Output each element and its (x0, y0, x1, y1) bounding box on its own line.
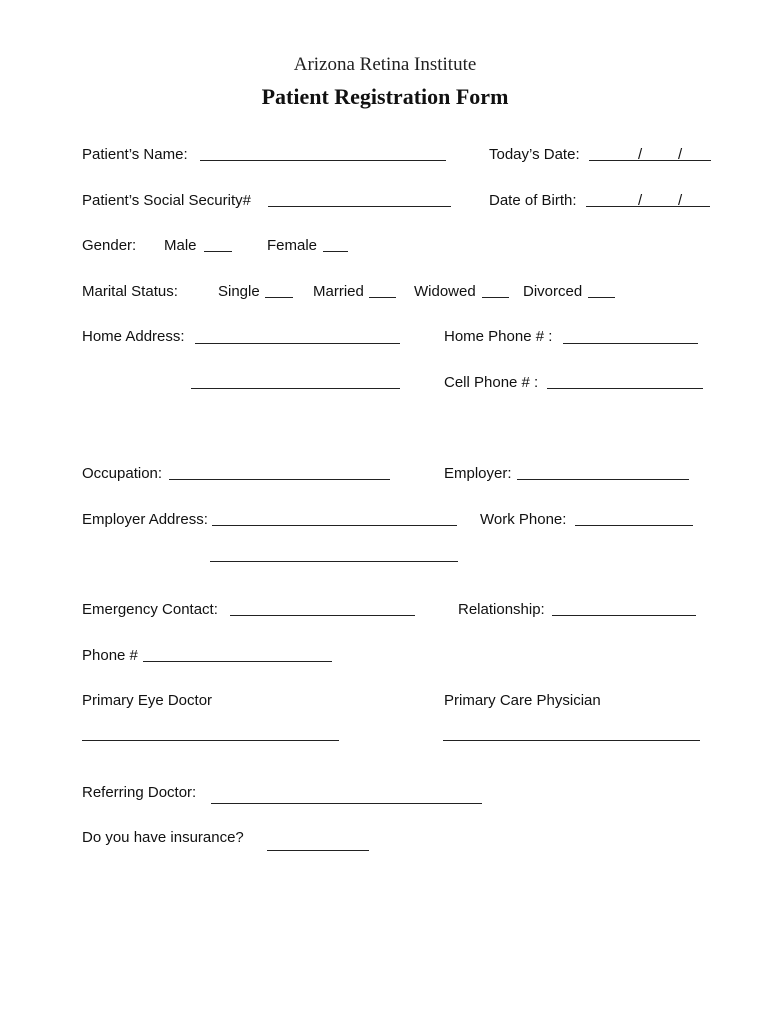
married-label: Married (313, 283, 364, 300)
emergency-contact-label: Emergency Contact: (82, 601, 218, 618)
date-separator: / (638, 146, 643, 163)
todays-date-label: Today’s Date: (489, 146, 580, 163)
primary-care-physician-label: Primary Care Physician (444, 692, 601, 709)
married-field[interactable] (369, 297, 396, 298)
home-phone-field[interactable] (563, 343, 698, 344)
occupation-label: Occupation: (82, 465, 163, 482)
male-label: Male (164, 237, 197, 254)
cell-phone-field[interactable] (547, 388, 703, 389)
single-field[interactable] (265, 297, 293, 298)
widowed-field[interactable] (482, 297, 509, 298)
employer-field[interactable] (517, 479, 689, 480)
divorced-field[interactable] (588, 297, 615, 298)
todays-date-field[interactable] (589, 160, 711, 161)
emergency-contact-field[interactable] (230, 615, 415, 616)
patient-name-label: Patient’s Name: (82, 146, 188, 163)
relationship-field[interactable] (552, 615, 696, 616)
ssn-label: Patient’s Social Security# (82, 192, 251, 209)
home-address-line2-field[interactable] (191, 388, 400, 389)
home-address-field[interactable] (195, 343, 400, 344)
ssn-field[interactable] (268, 206, 451, 207)
date-separator: / (638, 192, 643, 209)
female-label: Female (267, 237, 318, 254)
employer-address-field[interactable] (212, 525, 457, 526)
referring-doctor-field[interactable] (211, 803, 482, 804)
home-phone-label: Home Phone # : (444, 328, 553, 345)
occupation-field[interactable] (169, 479, 390, 480)
institute-name: Arizona Retina Institute (293, 54, 477, 75)
employer-label: Employer: (444, 465, 512, 482)
phone-label: Phone # (82, 647, 138, 664)
female-field[interactable] (323, 251, 348, 252)
work-phone-field[interactable] (575, 525, 693, 526)
widowed-label: Widowed (414, 283, 476, 300)
employer-address-label: Employer Address: (82, 511, 208, 528)
work-phone-label: Work Phone: (480, 511, 567, 528)
cell-phone-label: Cell Phone # : (444, 374, 539, 391)
date-separator: / (678, 192, 683, 209)
male-field[interactable] (204, 251, 232, 252)
patient-name-field[interactable] (200, 160, 446, 161)
primary-care-physician-field[interactable] (443, 740, 700, 741)
date-separator: / (678, 146, 683, 163)
employer-address-line2-field[interactable] (210, 561, 458, 562)
single-label: Single (218, 283, 260, 300)
home-address-label: Home Address: (82, 328, 185, 345)
insurance-label: Do you have insurance? (82, 829, 244, 846)
primary-eye-doctor-field[interactable] (82, 740, 339, 741)
dob-field[interactable] (586, 206, 710, 207)
form-title: Patient Registration Form (261, 84, 509, 109)
insurance-field[interactable] (267, 850, 369, 851)
divorced-label: Divorced (523, 283, 583, 300)
phone-field[interactable] (143, 661, 332, 662)
dob-label: Date of Birth: (489, 192, 577, 209)
referring-doctor-label: Referring Doctor: (82, 784, 197, 801)
primary-eye-doctor-label: Primary Eye Doctor (82, 692, 213, 709)
relationship-label: Relationship: (458, 601, 545, 618)
marital-status-label: Marital Status: (82, 283, 178, 300)
gender-label: Gender: (82, 237, 137, 254)
